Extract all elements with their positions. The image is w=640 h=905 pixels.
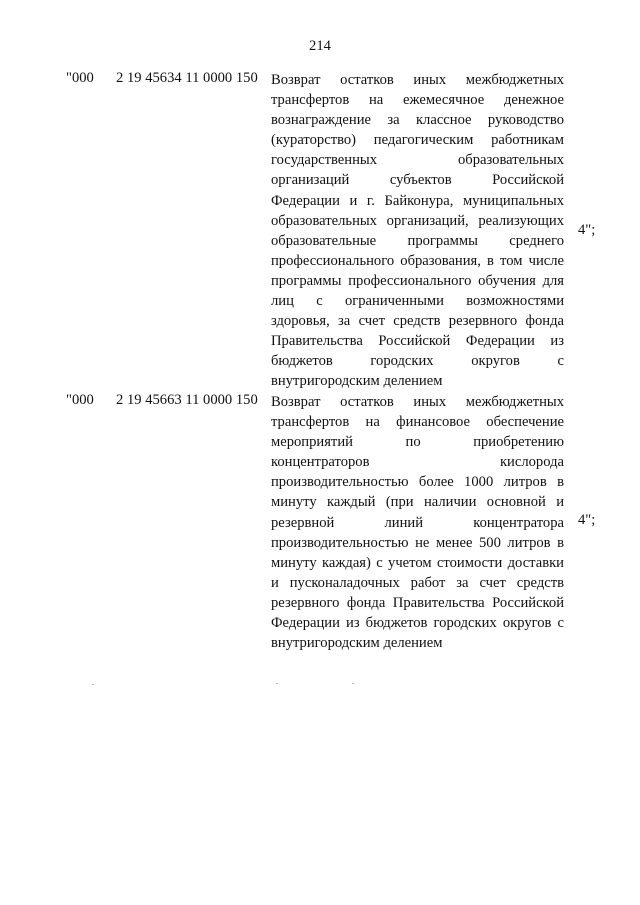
description-line: Возврат остатков иных межбюджетных <box>271 394 564 410</box>
entry-suffix: 4"; <box>578 222 596 238</box>
description-line: организаций субъектов Российской <box>271 172 564 189</box>
entry-description <box>271 392 564 653</box>
scan-speck <box>92 684 94 685</box>
scan-speck <box>276 683 278 684</box>
description-line: Федерации и г. Байконура, муниципальных <box>271 192 564 209</box>
description-line: вознаграждение за классное руководство <box>271 112 564 129</box>
page-number: 214 <box>309 38 331 54</box>
description-line: бюджетов городских округов с <box>271 353 564 370</box>
description-line: концентраторов кислорода <box>271 454 564 471</box>
entry-prefix: "000 <box>66 392 94 408</box>
description-line: внутригородским делением <box>271 635 443 652</box>
description-line: резервного фонда Правительства Российской <box>271 594 564 611</box>
entry-description <box>271 70 564 392</box>
description-line: и пусконаладочных работ за счет средств <box>271 574 564 591</box>
description-line: образовательные программы среднего <box>271 232 564 249</box>
entry-suffix: 4"; <box>578 512 596 528</box>
description-line: (кураторство) педагогическим работникам <box>271 132 564 149</box>
description-line: лиц с ограниченными возможностями <box>271 293 564 310</box>
description-line: государственных образовательных <box>271 152 564 169</box>
description-line: Правительства Российской Федерации из <box>271 333 564 350</box>
description-line: внутригородским делением <box>271 373 443 390</box>
description-line: минуту каждая) с учетом стоимости доставки <box>271 554 564 571</box>
budget-classification-code: 2 19 45663 11 0000 150 <box>116 392 258 408</box>
description-line: производительностью более 1000 литров в <box>271 474 564 491</box>
description-line: трансфертов на финансовое обеспечение <box>271 414 564 431</box>
description-line: Федерации из бюджетов городских округов с <box>271 615 564 632</box>
description-line: производительностью не менее 500 литров в <box>271 534 564 551</box>
entry-prefix: "000 <box>66 70 94 86</box>
description-line: Возврат остатков иных межбюджетных <box>271 72 564 88</box>
budget-classification-code: 2 19 45634 11 0000 150 <box>116 70 258 86</box>
scan-speck <box>352 683 354 684</box>
description-line: трансфертов на ежемесячное денежное <box>271 92 564 109</box>
description-line: здоровья, за счет средств резервного фонда <box>271 313 564 330</box>
description-line: мероприятий по приобретению <box>271 434 564 451</box>
description-line: образовательных организаций, реализующих <box>271 212 564 229</box>
description-line: профессионального образования, в том числе <box>271 252 564 269</box>
description-line: программы профессионального обучения для <box>271 272 564 289</box>
description-line: минуту каждый (при наличии основной и <box>271 494 564 511</box>
description-line: резервной линий концентратора <box>271 514 564 531</box>
